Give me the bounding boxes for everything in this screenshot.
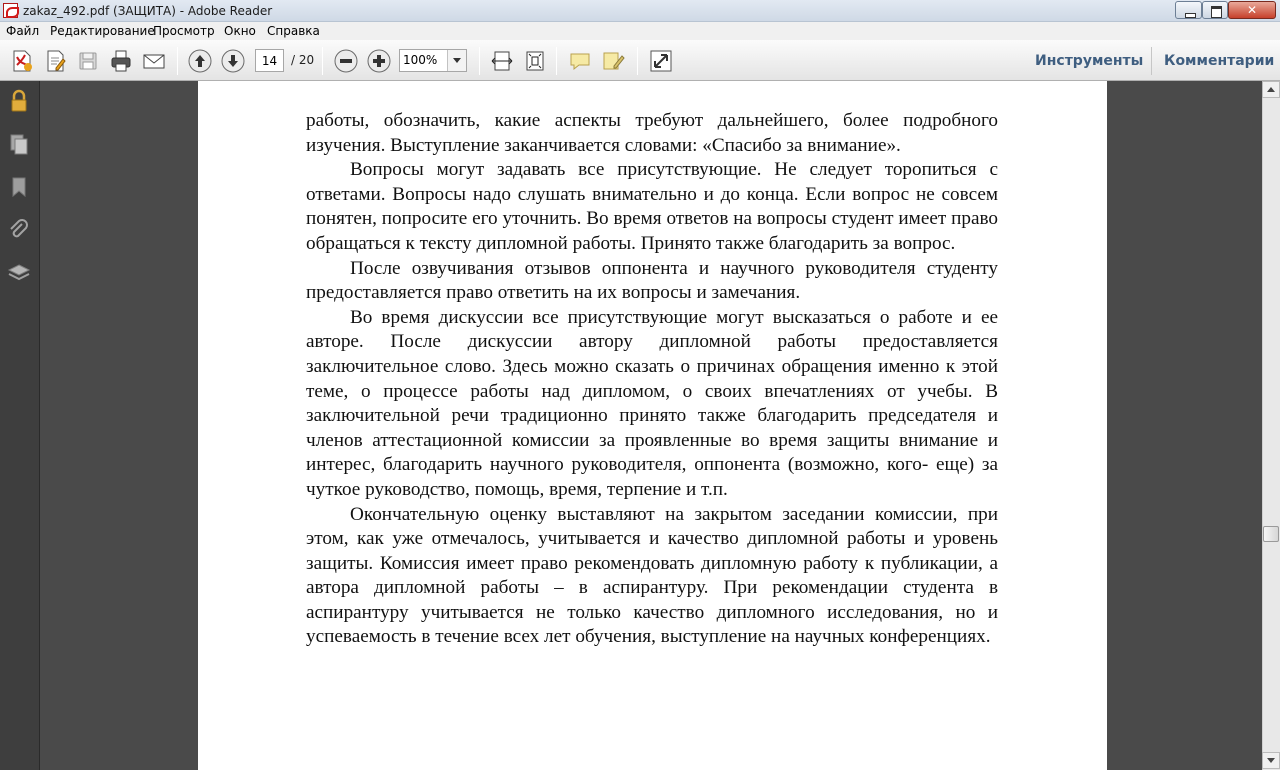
window-title: zakaz_492.pdf (ЗАЩИТА) - Adobe Reader bbox=[23, 4, 273, 18]
navigation-pane bbox=[0, 81, 40, 770]
menu-edit[interactable]: Редактирование bbox=[50, 24, 155, 38]
comment-icon[interactable] bbox=[567, 48, 593, 74]
bookmark-icon[interactable] bbox=[6, 174, 32, 200]
toolbar-separator bbox=[1151, 47, 1152, 75]
adobe-reader-icon bbox=[3, 3, 18, 18]
fit-width-icon[interactable] bbox=[489, 48, 515, 74]
fullscreen-icon[interactable] bbox=[648, 48, 674, 74]
menu-file[interactable]: Файл bbox=[6, 24, 40, 38]
document-view[interactable] bbox=[41, 81, 1262, 770]
print-icon[interactable] bbox=[108, 48, 134, 74]
minimize-button[interactable] bbox=[1175, 1, 1202, 19]
next-page-icon[interactable] bbox=[220, 48, 246, 74]
comments-panel-button[interactable]: Комментарии bbox=[1164, 53, 1275, 69]
zoom-value: 100% bbox=[403, 53, 438, 67]
previous-page-icon[interactable] bbox=[187, 48, 213, 74]
toolbar-separator bbox=[177, 47, 178, 75]
layers-icon[interactable] bbox=[6, 260, 32, 286]
scroll-thumb[interactable] bbox=[1263, 526, 1279, 542]
paragraph: работы, обозначить, какие аспекты требуют дальнейшего, более подробного изучения. Выступление заканчивается словами: «Спасибо за внимание». bbox=[306, 110, 998, 156]
title-bar bbox=[0, 0, 1280, 22]
menu-window[interactable]: Окно bbox=[224, 24, 256, 38]
tools-panel-button[interactable]: Инструменты bbox=[1035, 53, 1144, 69]
menu-bar bbox=[0, 22, 1280, 40]
pdf-page bbox=[198, 81, 1107, 770]
email-icon[interactable] bbox=[141, 48, 167, 74]
zoom-out-icon[interactable] bbox=[333, 48, 359, 74]
create-pdf-icon[interactable] bbox=[9, 48, 35, 74]
scroll-down-button[interactable] bbox=[1262, 752, 1280, 769]
menu-view[interactable]: Просмотр bbox=[153, 24, 215, 38]
page-text bbox=[306, 109, 998, 650]
edit-pdf-icon[interactable] bbox=[42, 48, 68, 74]
paragraph: После озвучивания отзывов оппонента и научного руководителя студенту предоставляется право ответить на их вопросы и замечания. bbox=[306, 257, 998, 304]
toolbar-separator bbox=[637, 47, 638, 75]
maximize-button[interactable] bbox=[1202, 1, 1228, 19]
page-total: / 20 bbox=[291, 53, 315, 67]
paragraph: Окончательную оценку выставляют на закрытом заседании комиссии, при этом, как уже отмечалось, учитывается и качество дипломной работы и уровень защиты. Комиссия имеет право рекомендовать дипломную работу к публикации, а автора дипломной работы – в аспирантуру. При рекомендации студента в аспирантуру учитывается не только качество дипломного исследования, но и успеваемость в течение всех лет обучения, выступление на научных конференциях. bbox=[306, 503, 998, 648]
toolbar-separator bbox=[556, 47, 557, 75]
scroll-up-button[interactable] bbox=[1262, 81, 1280, 98]
page-number-input[interactable] bbox=[255, 49, 284, 72]
highlight-icon[interactable] bbox=[600, 48, 626, 74]
paragraph: Вопросы могут задавать все присутствующие. Не следует торопиться с ответами. Вопросы надо слушать внимательно и до конца. Если вопрос не совсем понятен, попросите его уточнить. Во время ответов на вопросы студент имеет право обращаться к тексту дипломной работы. Принято также благодарить за вопрос. bbox=[306, 159, 998, 254]
paragraph: Во время дискуссии все присутствующие могут высказаться о работе и ее авторе. После дискуссии автору дипломной работы предоставляется заключительное слово. Здесь можно сказать о причинах обращения именно к этой теме, о процессе работы над дипломом, о своих впечатлениях от учебы. В заключительной речи традиционно принято также благодарить председателя и членов аттестационной комиссии за проявленные во время защиты внимание и интерес, благодарить научного руководителя, оппонента (возможно, кого- еще) за чуткое руководство, помощь, время, терпение и т.п. bbox=[306, 306, 998, 500]
fit-page-icon[interactable] bbox=[522, 48, 548, 74]
chevron-down-icon[interactable] bbox=[447, 50, 466, 71]
menu-help[interactable]: Справка bbox=[267, 24, 320, 38]
save-icon[interactable] bbox=[75, 48, 101, 74]
pages-icon[interactable] bbox=[6, 131, 32, 157]
toolbar-separator bbox=[479, 47, 480, 75]
close-button[interactable] bbox=[1228, 1, 1276, 19]
toolbar-separator bbox=[322, 47, 323, 75]
zoom-in-icon[interactable] bbox=[366, 48, 392, 74]
lock-icon[interactable] bbox=[6, 88, 32, 114]
attachment-icon[interactable] bbox=[6, 217, 32, 243]
vertical-scrollbar[interactable] bbox=[1262, 81, 1280, 770]
